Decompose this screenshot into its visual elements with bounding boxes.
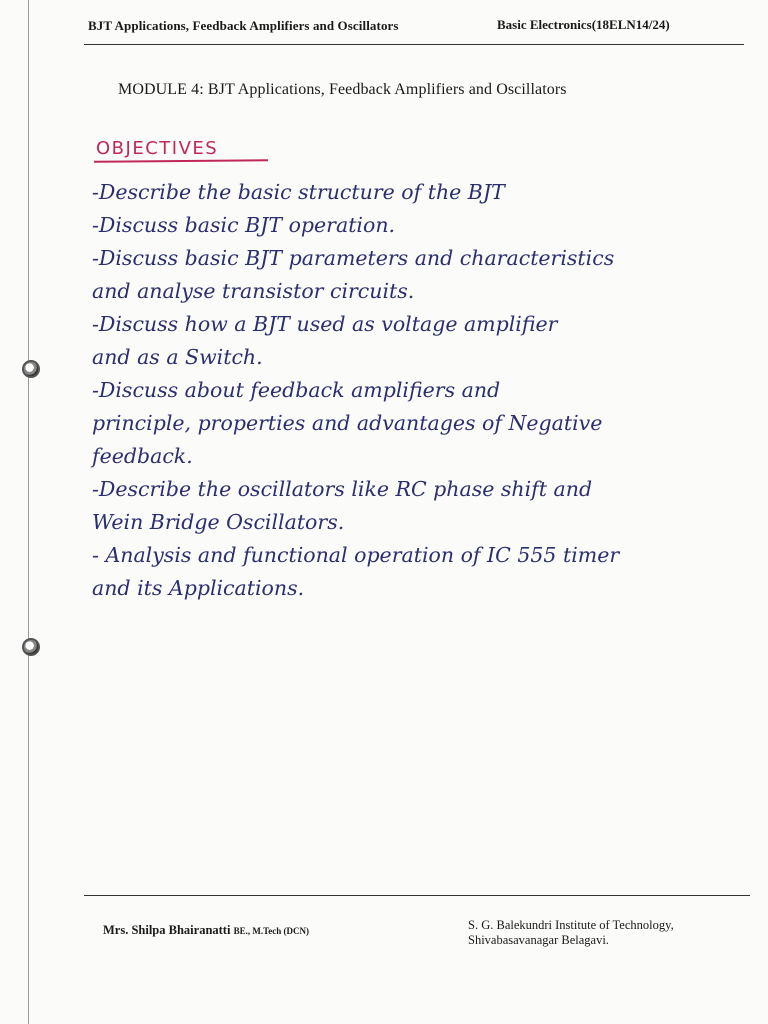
objective-line: -Discuss about feedback amplifiers and: [92, 378, 501, 402]
objectives-heading: OBJECTIVES: [96, 138, 219, 159]
objective-line: and analyse transistor circuits.: [92, 279, 415, 303]
objective-line: and its Applications.: [92, 576, 305, 600]
objective-line: and as a Switch.: [92, 345, 263, 369]
objective-line: Wein Bridge Oscillators.: [92, 510, 345, 534]
footer-divider: [84, 895, 750, 896]
institute-name: S. G. Balekundri Institute of Technology,: [468, 918, 674, 932]
footer-institute: [468, 918, 674, 948]
objective-line: principle, properties and advantages of Negative: [92, 411, 603, 435]
objective-line: - Analysis and functional operation of IC 555 timer: [92, 543, 620, 567]
header-right-title: Basic Electronics(18ELN14/24): [497, 17, 670, 32]
institute-location: Shivabasavanagar Belagavi.: [468, 933, 609, 947]
objective-line: feedback.: [92, 444, 193, 468]
objectives-list: [92, 176, 742, 605]
objective-line: -Describe the oscillators like RC phase shift and: [92, 477, 593, 501]
punch-hole-lower: [22, 638, 40, 656]
objective-line: -Discuss how a BJT used as voltage amplifier: [92, 312, 558, 336]
header-divider: [84, 44, 744, 45]
page-margin-line: [28, 0, 29, 1024]
author-qualifications: BE., M.Tech (DCN): [233, 926, 309, 936]
punch-hole-upper: [22, 360, 40, 378]
objective-line: -Describe the basic structure of the BJT: [92, 180, 505, 204]
module-title: MODULE 4: BJT Applications, Feedback Amplifiers and Oscillators: [118, 81, 567, 98]
footer-author: [103, 923, 309, 938]
author-name: Mrs. Shilpa Bhairanatti: [103, 923, 231, 937]
objective-line: -Discuss basic BJT parameters and characteristics: [92, 246, 615, 270]
objectives-underline: [94, 159, 268, 163]
header-left-title: BJT Applications, Feedback Amplifiers and Oscillators: [88, 18, 399, 33]
objective-line: -Discuss basic BJT operation.: [92, 213, 396, 237]
